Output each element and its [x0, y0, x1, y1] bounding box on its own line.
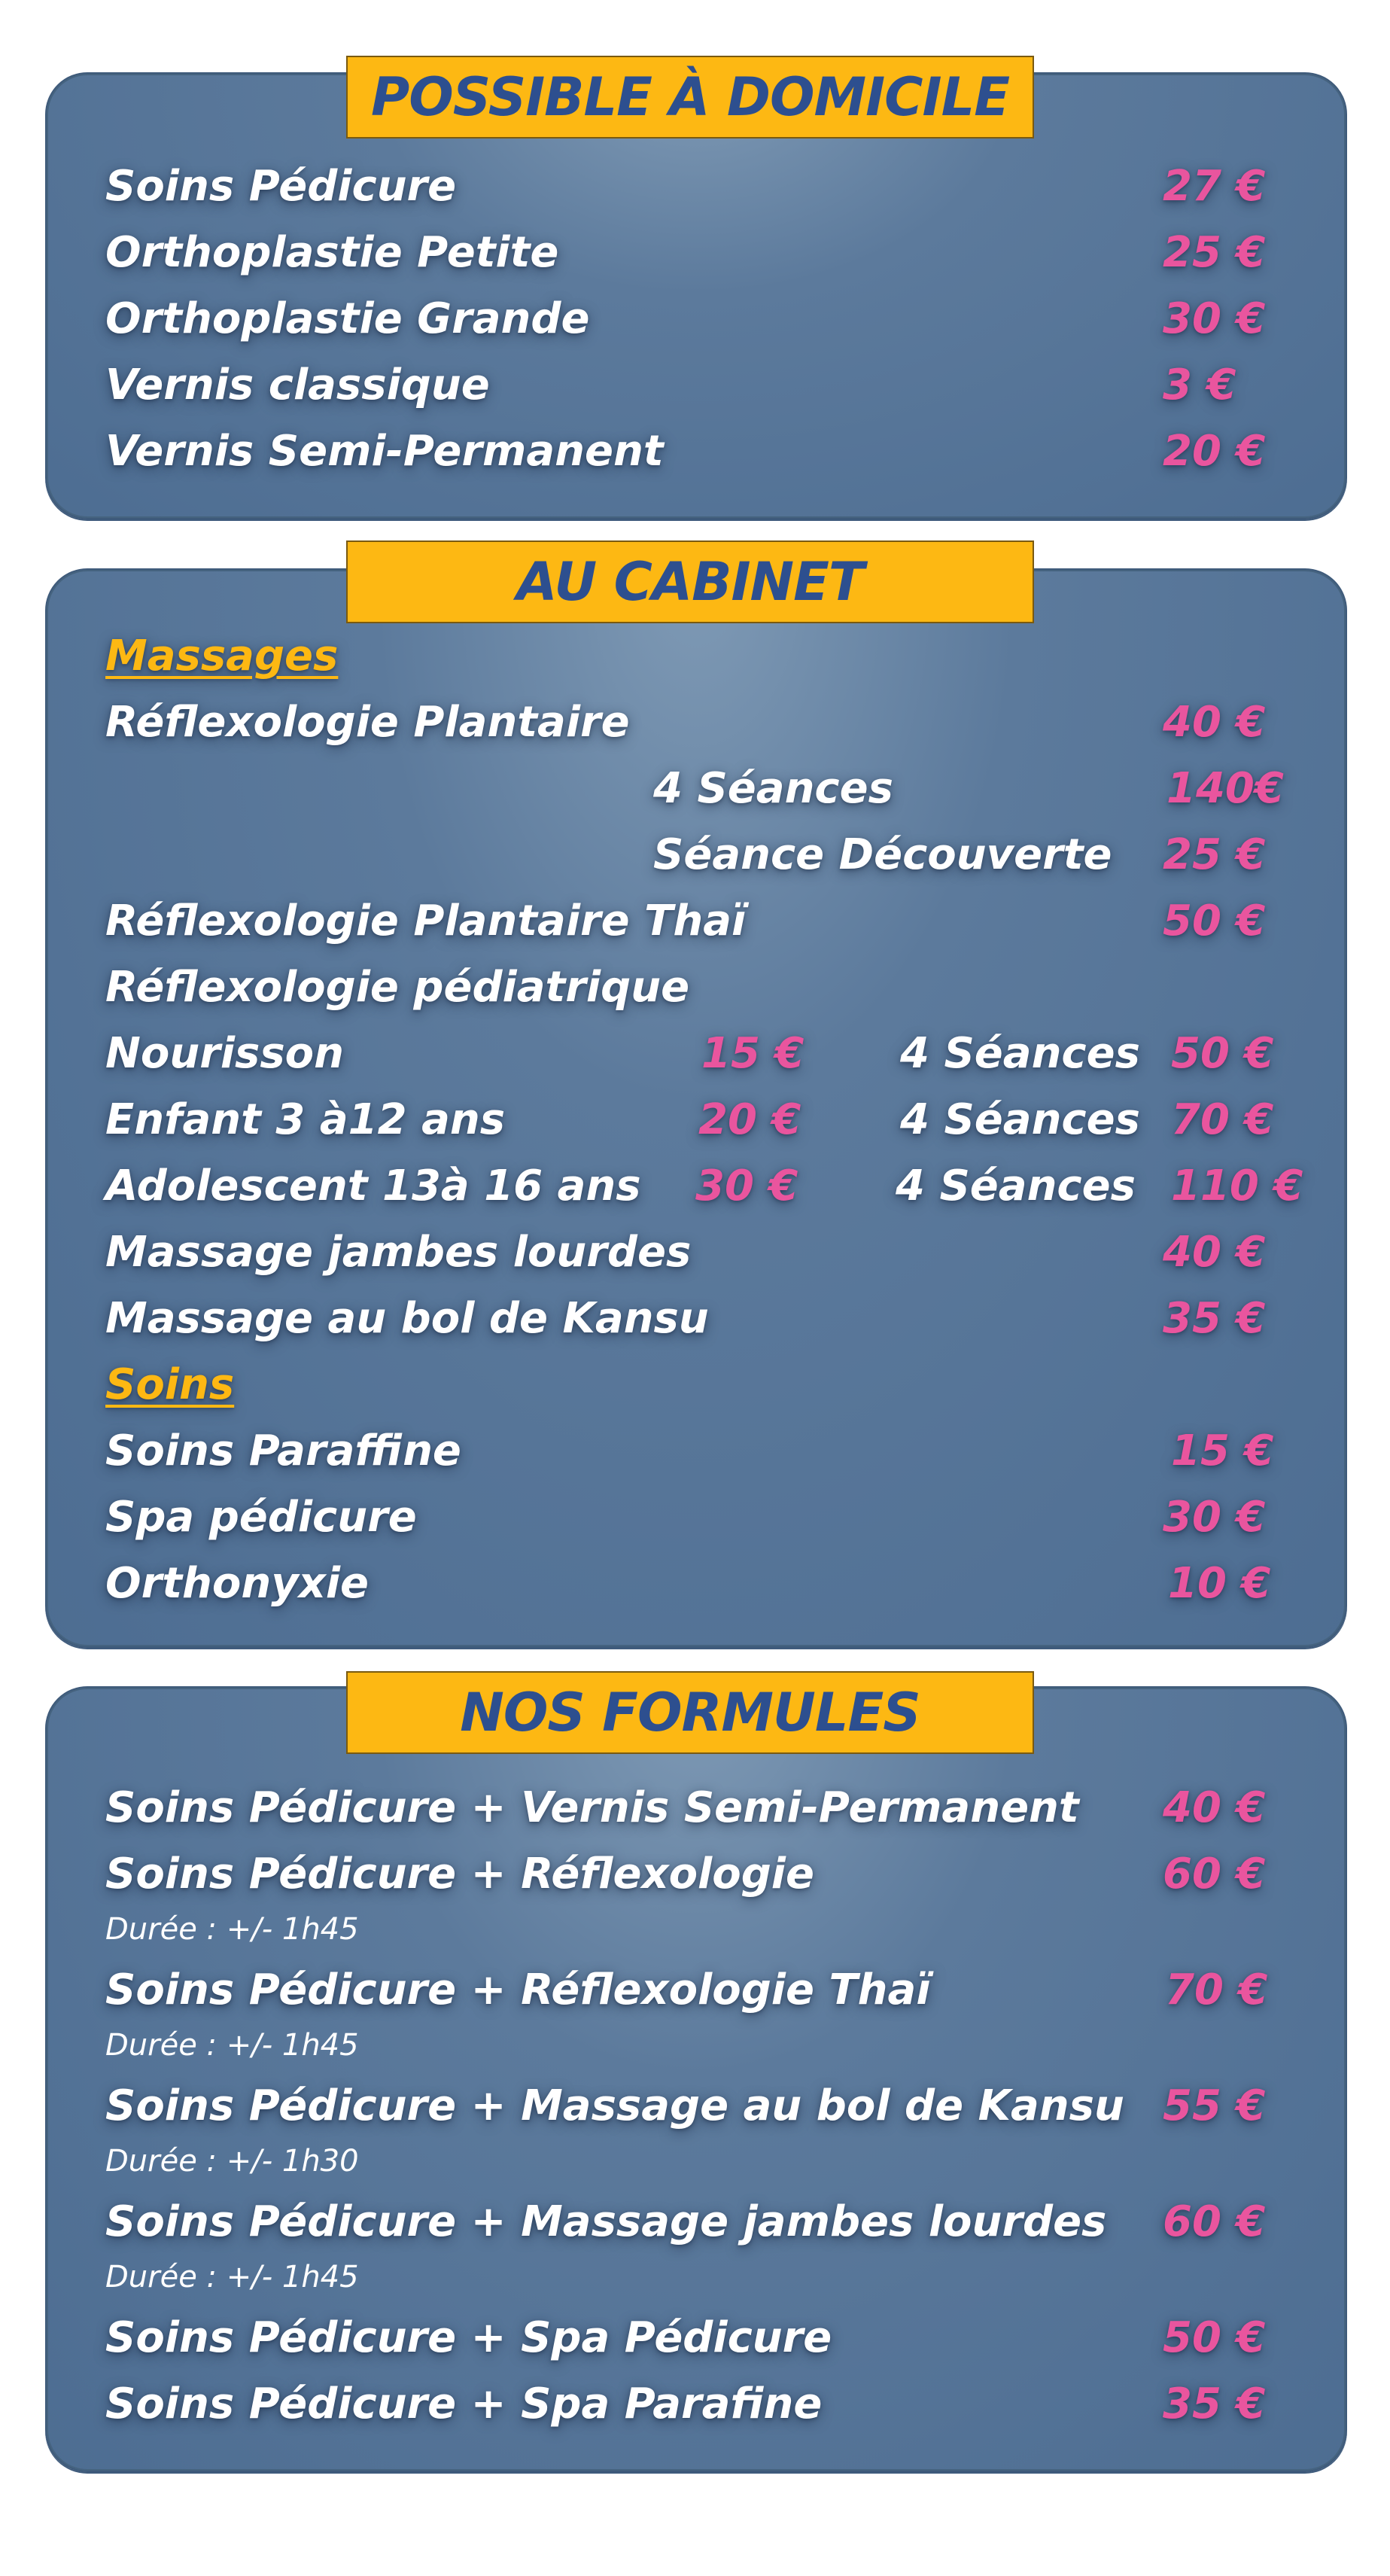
reflexo-decouverte-price: 25 €: [1163, 830, 1266, 879]
formule-price: 50 €: [1163, 2313, 1266, 2362]
pediatric-row-price: 30 €: [695, 1162, 798, 1210]
formule-label: Soins Pédicure + Réflexologie Thaï: [105, 1965, 931, 2014]
formule-label: Soins Pédicure + Réflexologie: [105, 1850, 814, 1899]
domicile-item-price: 30 €: [1163, 294, 1266, 343]
pediatric-row-label: Adolescent 13à 16 ans: [105, 1162, 641, 1210]
domicile-item-price: 3 €: [1163, 361, 1236, 410]
soins-item-label: Spa pédicure: [105, 1493, 417, 1542]
reflexo-label: Réflexologie Plantaire: [105, 698, 630, 747]
formule-label: Soins Pédicure + Spa Pédicure: [105, 2313, 832, 2362]
kansu-label: Massage au bol de Kansu: [105, 1294, 709, 1343]
formule-duration: Durée : +/- 1h45: [105, 2028, 359, 2063]
formule-label: Soins Pédicure + Spa Parafine: [105, 2380, 823, 2428]
pediatric-pack-label: 4 Séances: [896, 1162, 1136, 1210]
formule-price: 60 €: [1163, 2197, 1266, 2246]
massages-heading: Massages: [105, 632, 339, 681]
pediatric-pack-price: 110 €: [1171, 1162, 1303, 1210]
soins-item-price: 30 €: [1163, 1493, 1266, 1542]
formule-duration: Durée : +/- 1h45: [105, 1912, 359, 1947]
domicile-item-label: Soins Pédicure: [105, 162, 457, 211]
cabinet-title: AU CABINET: [346, 540, 1034, 623]
formule-price: 35 €: [1163, 2380, 1266, 2428]
pediatric-pack-label: 4 Séances: [900, 1095, 1140, 1144]
domicile-item-label: Orthoplastie Grande: [105, 294, 590, 343]
formules-title: NOS FORMULES: [346, 1671, 1034, 1754]
domicile-item-price: 20 €: [1163, 427, 1266, 476]
reflexo-thai-label: Réflexologie Plantaire Thaï: [105, 897, 747, 945]
pediatric-pack-price: 50 €: [1171, 1029, 1274, 1078]
formule-label: Soins Pédicure + Vernis Semi-Permanent: [105, 1783, 1079, 1832]
domicile-item-price: 27 €: [1163, 162, 1266, 211]
domicile-item-price: 25 €: [1163, 228, 1266, 277]
soins-item-label: Soins Paraffine: [105, 1427, 461, 1475]
soins-item-label: Orthonyxie: [105, 1559, 369, 1608]
formule-price: 70 €: [1165, 1965, 1268, 2014]
pediatric-pack-label: 4 Séances: [900, 1029, 1140, 1078]
soins-item-price: 15 €: [1171, 1427, 1274, 1475]
reflexo-pack-price: 140€: [1166, 764, 1284, 813]
reflexo-thai-price: 50 €: [1163, 897, 1266, 945]
reflexo-pack-label: 4 Séances: [653, 764, 893, 813]
domicile-item-label: Vernis classique: [105, 361, 490, 410]
pediatric-row-price: 20 €: [698, 1095, 801, 1144]
formule-duration: Durée : +/- 1h30: [105, 2144, 359, 2179]
kansu-price: 35 €: [1163, 1294, 1266, 1343]
pediatric-row-price: 15 €: [701, 1029, 804, 1078]
soins-heading: Soins: [105, 1360, 235, 1409]
domicile-item-label: Orthoplastie Petite: [105, 228, 559, 277]
formule-price: 60 €: [1163, 1850, 1266, 1899]
pediatrique-label: Réflexologie pédiatrique: [105, 963, 690, 1012]
formule-duration: Durée : +/- 1h45: [105, 2260, 359, 2294]
jambes-price: 40 €: [1163, 1228, 1266, 1277]
formule-price: 55 €: [1163, 2081, 1266, 2130]
domicile-title: POSSIBLE À DOMICILE: [346, 56, 1034, 139]
reflexo-price: 40 €: [1163, 698, 1266, 747]
soins-item-price: 10 €: [1168, 1559, 1271, 1608]
formule-label: Soins Pédicure + Massage au bol de Kansu: [105, 2081, 1124, 2130]
pediatric-row-label: Nourisson: [105, 1029, 345, 1078]
pediatric-row-label: Enfant 3 à12 ans: [105, 1095, 506, 1144]
formule-price: 40 €: [1163, 1783, 1266, 1832]
jambes-label: Massage jambes lourdes: [105, 1228, 692, 1277]
reflexo-decouverte-label: Séance Découverte: [653, 830, 1112, 879]
formule-label: Soins Pédicure + Massage jambes lourdes: [105, 2197, 1107, 2246]
domicile-item-label: Vernis Semi-Permanent: [105, 427, 664, 476]
pediatric-pack-price: 70 €: [1171, 1095, 1274, 1144]
